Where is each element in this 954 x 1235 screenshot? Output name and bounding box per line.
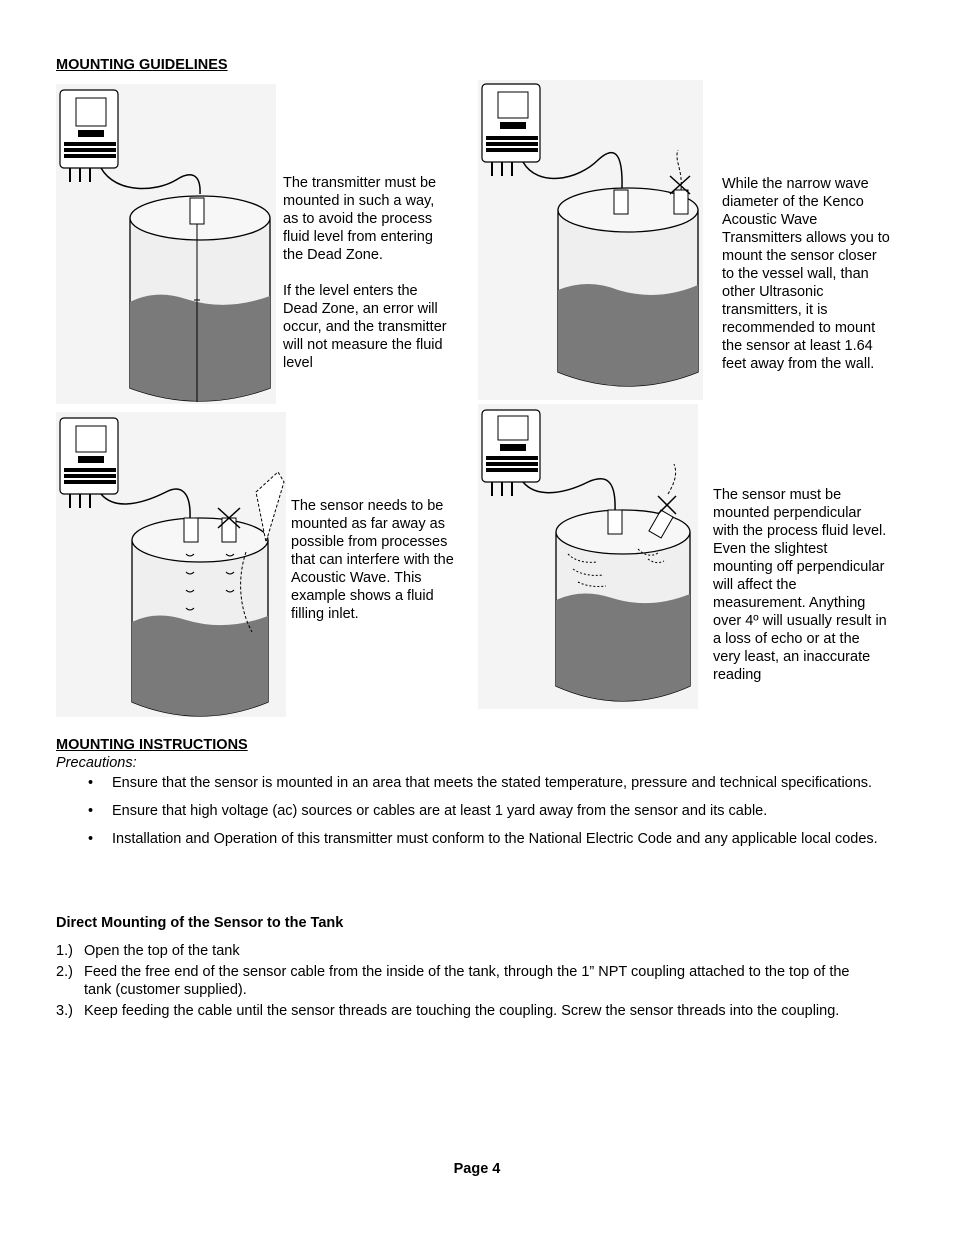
mounting-guidelines-heading: MOUNTING GUIDELINES bbox=[56, 57, 228, 73]
fill-inlet-illustration bbox=[56, 412, 286, 717]
precaution-item bbox=[56, 774, 896, 792]
step-item bbox=[56, 942, 876, 960]
precautions-label: Precautions: bbox=[56, 755, 137, 771]
step-text: Open the top of the tank bbox=[84, 943, 240, 959]
figure-2-caption-paragraph: While the narrow wave diameter of the Kenco Acoustic Wave Transmitters allows you to mount the sensor closer to the vessel wall, than other Ultrasonic transmitters, it is recommended to mount the sensor at least 1.64 feet away from the wall. bbox=[722, 176, 890, 372]
step-number: 3.) bbox=[56, 1003, 73, 1019]
figure-2-caption bbox=[722, 175, 892, 391]
figure-4-caption bbox=[713, 486, 888, 702]
bullet-icon: • bbox=[88, 803, 94, 819]
precautions-list bbox=[56, 774, 896, 858]
step-text: Feed the free end of the sensor cable from the inside of the tank, through the 1” NPT coupling attached to the top of the tank (customer supplied). bbox=[84, 964, 850, 998]
figure-3-caption bbox=[291, 497, 456, 641]
mounting-steps-list bbox=[56, 942, 876, 1023]
vessel-wall-illustration bbox=[478, 80, 703, 400]
precaution-text: Installation and Operation of this transmitter must conform to the National Electric Code and any applicable local codes. bbox=[112, 831, 878, 847]
page-number: Page 4 bbox=[453, 1161, 501, 1177]
bullet-icon: • bbox=[88, 775, 94, 791]
figure-4-caption-paragraph: The sensor must be mounted perpendicular with the process fluid level. Even the slightest mounting off perpendicular will affect the measurement. Anything over 4º will usually result in a loss of echo or at the very least, an inaccurate reading bbox=[713, 487, 887, 683]
figure-1-caption-paragraph-1: The transmitter must be mounted in such a way, as to avoid the process fluid level from entering the Dead Zone. bbox=[283, 175, 437, 263]
precaution-item bbox=[56, 802, 896, 820]
step-item bbox=[56, 963, 876, 999]
precaution-text: Ensure that high voltage (ac) sources or cables are at least 1 yard away from the sensor and its cable. bbox=[112, 803, 768, 819]
step-item bbox=[56, 1002, 876, 1020]
step-number: 1.) bbox=[56, 943, 73, 959]
figure-3-caption-paragraph: The sensor needs to be mounted as far away as possible from processes that can interfere with the Acoustic Wave. This example shows a fluid filling inlet. bbox=[291, 498, 454, 622]
dead-zone-illustration bbox=[56, 84, 276, 404]
direct-mounting-heading: Direct Mounting of the Sensor to the Tank bbox=[56, 915, 344, 931]
precaution-text: Ensure that the sensor is mounted in an area that meets the stated temperature, pressure and technical specifications. bbox=[112, 775, 873, 791]
figure-1-caption bbox=[283, 174, 453, 390]
step-text: Keep feeding the cable until the sensor threads are touching the coupling. Screw the sensor threads into the coupling. bbox=[84, 1003, 840, 1019]
precaution-item bbox=[56, 830, 896, 848]
perpendicular-illustration bbox=[478, 404, 698, 709]
figure-1-caption-paragraph-2: If the level enters the Dead Zone, an error will occur, and the transmitter will not measure the fluid level bbox=[283, 283, 447, 371]
step-number: 2.) bbox=[56, 964, 73, 980]
mounting-instructions-heading: MOUNTING INSTRUCTIONS bbox=[56, 737, 248, 753]
bullet-icon: • bbox=[88, 831, 94, 847]
